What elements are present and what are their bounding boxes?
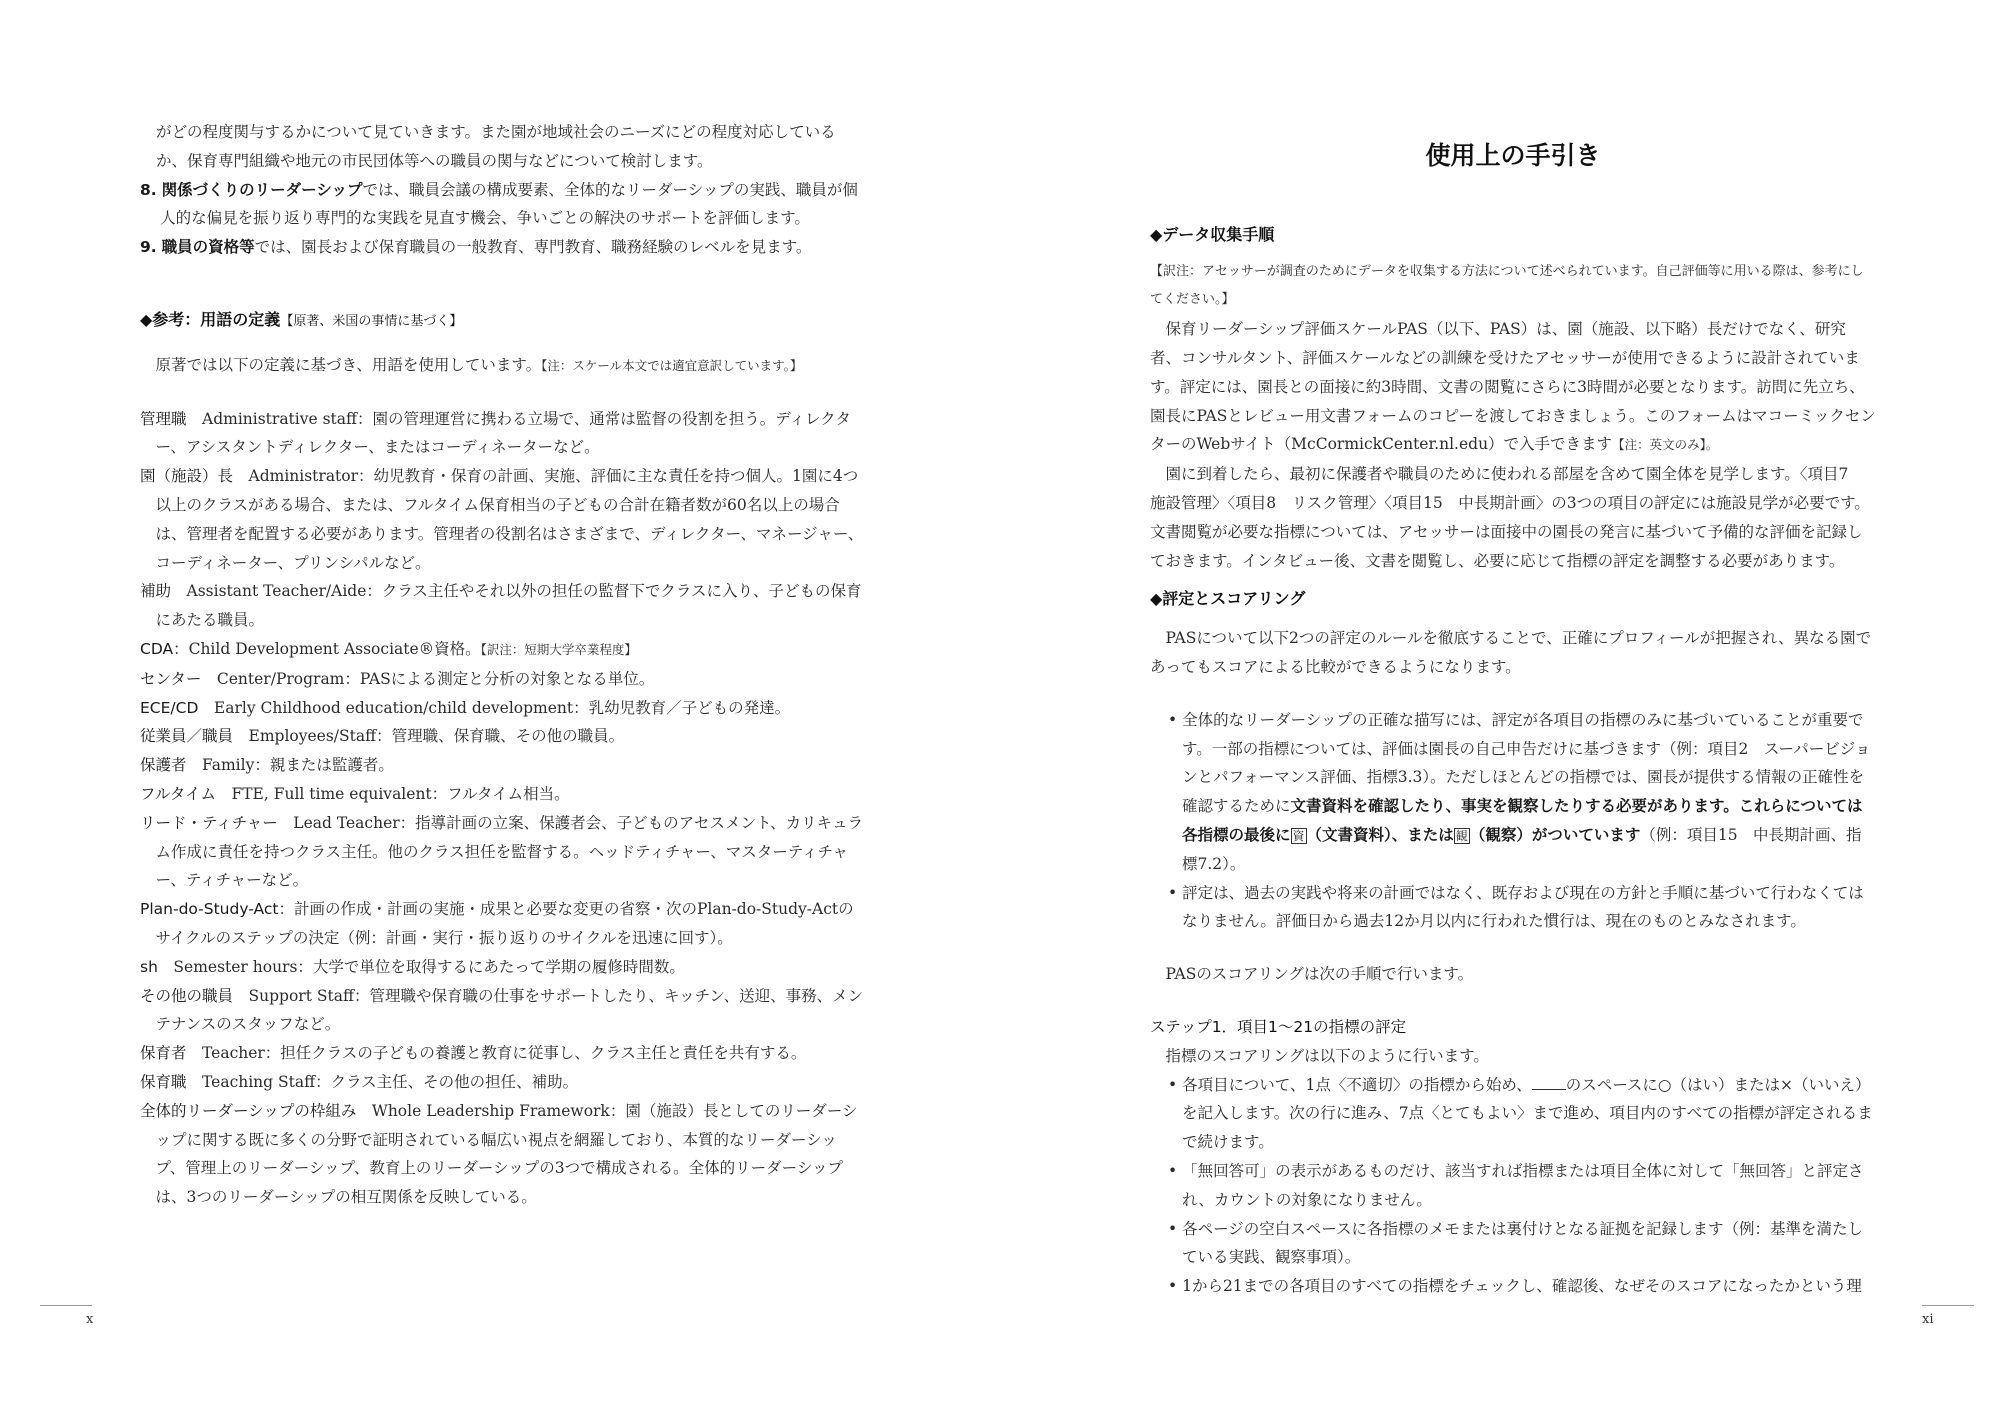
definition-term: ECE/CD [140,698,199,717]
data-collection-note: 【訳注：アセッサーが調査のためにデータを収集する方法について述べられています。自己評価等に用いる際は、参考にしてください。】 [1150,263,1864,308]
reference-intro-text: 原著では以下の定義に基づき、用語を使用しています。 [155,355,542,374]
definition-term: 園（施設）長 [140,467,234,486]
step-text: 各項目について、1点〈不適切〉の指標から始め、 [1182,1075,1532,1094]
definition-text: Assistant Teacher/Aide：クラス主任やそれ以外の担任の監督下でクラスに入り、子どもの保育にあたる職員。 [155,582,862,630]
definition-term: 保育者 [140,1044,187,1063]
rule-bullet: • 全体的なリーダーシップの正確な描写には、評定が各項目の指標のみに基づいていることが重要です。一部の指標については、評価は園長の自己申告だけに基づきます（例：項目2 スーパービジョンとパフォーマンス評価、指標3.3）。ただしほとんどの指標では、園長が提供する情報の正確性を確認するために文書資料を確認したり、事実を観察したりする必要があります。これらについては各指標の最後に 資 （文書資料）、または 観 （観察）がついています（例：項目15 中長期計画、指標7.2）。 [1168,710,1871,873]
definition-item [140,751,866,780]
scoring-heading: ◆評定とスコアリング [1150,589,1306,609]
definition-text: Administrative staff：園の管理運営に携わる立場で、通常は監督の役割を担う。ディレクター、アシスタントディレクター、またはコーディネーターなど。 [155,409,851,457]
definition-text: Teacher：担任クラスの子どもの養護と教育に従事し、クラス主任と責任を共有する。 [186,1044,807,1063]
definition-item [140,1068,866,1097]
reference-intro-note: 【注：スケール本文では適宜意訳しています。】 [541,357,803,373]
numbered-item-8 [140,176,866,234]
definition-term: CDA [140,639,174,658]
definition-term: 従業員／職員 [140,727,234,746]
definition-item [140,694,866,723]
step-bullet: • 各ページの空白スペースに各指標のメモまたは裏付けとなる証拠を記録します（例：基準を満たしている実践、観察事項）。 [1168,1219,1863,1267]
footer-rule-right [1922,1305,1974,1306]
definition-item [140,953,866,982]
reference-heading [140,306,866,337]
answer-blank [1532,1075,1566,1090]
definition-text: Semester hours：大学で単位を取得するにあたって学期の履修時間数。 [157,957,685,976]
numbered-item-9 [140,233,866,262]
definition-term: リード・ティチャー [140,813,278,832]
definition-text: FTE, Full time equivalent：フルタイム相当。 [215,784,570,803]
definition-text: ：Child Development Associate®資格。 [173,639,481,658]
rule-emphasis: 文書資料を確認したり、事実を観察したりする必要があります。これらについては各指標の最後に [1182,797,1863,844]
definition-item [140,635,866,665]
data-collection-paragraph: 園に到着したら、最初に保護者や職員のために使われる部屋を含めて園全体を見学します。〈項目7 施設管理〉〈項目8 リスク管理〉〈項目15 中長期計画〉の3つの項目の評定には施設見学が必要です。文書閲覧が必要な指標については、アセッサーは面接中の園長の発言に基づいて予備的な評価を記録しておきます。インタビュー後、文書を閲覧し、必要に応じて指標の評定を調整する必要があります。 [1150,465,1870,570]
rule-emphasis: （文書資料）、または [1306,825,1454,844]
step-text: 1から21までの各項目のすべての指標をチェックし、確認後、なぜそのスコアになったかという理 [1182,1277,1862,1296]
step-text: 各ページの空白スペースに各指標のメモまたは裏付けとなる証拠を記録します（例：基準を満たしている実践、観察事項）。 [1182,1219,1863,1267]
definition-text: Lead Teacher：指導計画の立案、保護者会、子どものアセスメント、カリキュラム作成に責任を持つクラス主任。他のクラス担任を監督する。ヘッドティチャー、マスターティチャー、ティチャーなど。 [155,813,864,890]
definition-item [140,895,866,953]
observation-badge: 観 [1455,828,1468,843]
definition-list [140,405,866,1212]
definition-term: Plan-do-Study-Act [140,900,279,919]
reference-heading-note: 【原著、米国の事情に基づく】 [280,313,463,329]
definition-term: 補助 [140,582,172,601]
definition-note: 【訳注：短期大学卒業程度】 [480,641,637,657]
reference-heading-text: ◆参考：用語の定義 [140,309,281,329]
item-number: 9. [140,238,157,257]
definition-term: 保護者 [140,756,187,775]
page-number-left: x [86,1312,94,1327]
footer-rule-left [40,1305,92,1306]
definition-item [140,722,866,751]
item-text: では、園長および保育職員の一般教育、専門教育、職務経験のレベルを見ます。 [254,238,812,257]
intro-line: がどの程度関与するかについて見ていきます。また園が地域社会のニーズにどの程度対応している [156,123,836,141]
definition-term: センター [140,669,202,688]
page-number-right: xi [1922,1312,1934,1327]
rule-bullet: • 評定は、過去の実践や将来の計画ではなく、既存および現在の方針と手順に基づいて行わなくてはなりません。評価日から過去12か月以内に行われた慣行は、現在のものとみなされます。 [1168,883,1864,931]
definition-text: Employees/Staff：管理職、保育職、その他の職員。 [233,727,625,746]
step-bullet: • 各項目について、1点〈不適切〉の指標から始め、 のスペースに○（はい）または×（いいえ）を記入します。次の行に進み、7点〈とてもよい〉まで進め、項目内のすべての指標が評定されるまで続けます。 [1168,1075,1873,1152]
step-bullet: • 1から21までの各項目のすべての指標をチェックし、確認後、なぜそのスコアになったかという理 [1168,1277,1862,1296]
intro-line: か、保育専門組織や地元の市民団体等への職員の関与などについて検討します。 [156,151,713,170]
item-text: では、職員会議の構成要素、全体的なリーダーシップの実践、職員が個人的な偏見を振り返り専門的な実践を見直す機会、争いごとの解決のサポートを評価します。 [160,180,858,228]
definition-term: その他の職員 [140,986,234,1005]
paragraph-text: 保育リーダーシップ評価スケールPAS（以下、PAS）は、園（施設、以下略）長だけでなく、研究者、コンサルタント、評価スケールなどの訓練を受けたアセッサーが使用できるように設計されています。評定には、園長との面接に約3時間、文書の閲覧にさらに3時間が必要となります。訪問に先立ち、園長にPASとレビュー用文書フォームのコピーを渡しておきましょう。このフォームはマコーミックセンターのWebサイト（McCormickCenter.nl.edu）で入手できます [1150,320,1876,454]
definition-item [140,780,866,809]
step1-intro: 指標のスコアリングは以下のように行います。 [1165,1046,1489,1065]
definition-text: ：計画の作成・計画の実施・成果と必要な変更の省察・次のPlan-do-Study-Actのサイクルのステップの決定（例：計画・実行・振り返りのサイクルを迅速に回す）。 [155,900,854,947]
step-text: 「無回答可」の表示があるものだけ、該当すれば指標または項目全体に対して「無回答」と評定され、カウントの対象になりません。 [1182,1161,1864,1209]
definition-term: フルタイム [140,784,216,803]
definition-term: 全体的リーダーシップの枠組み [140,1101,357,1120]
paragraph-note: 【注：英文のみ】。 [1612,437,1719,453]
definition-item [140,1097,866,1212]
definition-text: Support Staff：管理職や保育職の仕事をサポートしたり、キッチン、送迎、事務、メンテナンスのスタッフなど。 [155,986,864,1034]
definition-text: Teaching Staff：クラス主任、その他の担任、補助。 [186,1072,579,1091]
definition-text: Early Childhood education/child development：乳幼児教育／子どもの発達。 [198,698,791,717]
definition-item [140,665,866,694]
rule-text: 全体的なリーダーシップの正確な描写には、評定が各項目の指標のみに基づいていることが重要です。一部の指標については、評価は園長の自己申告だけに基づきます（例：項目2 スーパービジョンとパフォーマンス評価、指標3.3）。ただしほとんどの指標では、園長が提供する情報の正確性を確認するために [1182,710,1871,816]
definition-term: 管理職 [140,409,187,428]
definition-item [140,405,866,463]
definition-term: sh [140,957,158,976]
page-title: 使用上の手引き [1425,141,1601,170]
definition-text: Whole Leadership Framework：園（施設）長としてのリーダーシップに関する既に多くの分野で証明されている幅広い視点を網羅しており、本質的なリーダーシップ、管理上のリーダーシップ、教育上のリーダーシップの3つで構成される。全体的リーダーシップは、3つのリーダーシップの相互関係を反映している。 [155,1101,858,1207]
data-collection-paragraph [1150,315,1876,460]
rule-text: 評定は、過去の実践や将来の計画ではなく、既存および現在の方針と手順に基づいて行わなくてはなりません。評価日から過去12か月以内に行われた慣行は、現在のものとみなされます。 [1182,883,1864,931]
definition-text: Family：親または監護者。 [186,756,394,775]
rule-emphasis: （観察）がついています [1469,825,1641,844]
document-badge: 資 [1292,828,1305,843]
step-bullet: • 「無回答可」の表示があるものだけ、該当すれば指標または項目全体に対して「無回答」と評定され、カウントの対象になりません。 [1168,1161,1864,1209]
rule-text: （例：項目15 中長期計画、指標7.2）。 [1182,825,1862,873]
scoring-paragraph: PASについて以下2つの評定のルールを徹底することで、正確にプロフィールが把握され、異なる園であってもスコアによる比較ができるようになります。 [1150,629,1872,676]
step-text: のスペースに○（はい）または×（いいえ）を記入します。次の行に進み、7点〈とてもよい〉まで進め、項目内のすべての指標が評定されるまで続けます。 [1182,1075,1873,1152]
scoring-procedure-intro: PASのスコアリングは次の手順で行います。 [1165,965,1474,984]
item-heading: 関係づくりのリーダーシップ [161,180,363,199]
definition-item [140,1039,866,1068]
right-page [1150,118,1876,1301]
step1-heading: ステップ1．項目1～21の指標の評定 [1150,1017,1407,1036]
item-heading: 職員の資格等 [161,238,255,257]
reference-intro [140,351,866,381]
definition-item [140,577,866,635]
definition-item [140,982,866,1040]
definition-term: 保育職 [140,1072,187,1091]
definition-text: Center/Program：PASによる測定と分析の対象となる単位。 [201,669,655,688]
data-collection-heading: ◆データ収集手順 [1150,224,1275,244]
definition-item [140,462,866,577]
definition-text: Administrator：幼児教育・保育の計画、実施、評価に主な責任を持つ個人。1園に4つ以上のクラスがある場合、または、フルタイム保育相当の子どもの合計在籍者数が60名以上の場合は、管理者を配置する必要があります。管理者の役割名はさまざまで、ディレクター、マネージャー、コーディネーター、プリンシパルなど。 [155,467,864,572]
definition-item [140,809,866,895]
left-page [140,118,866,1212]
item-number: 8. [140,180,157,199]
